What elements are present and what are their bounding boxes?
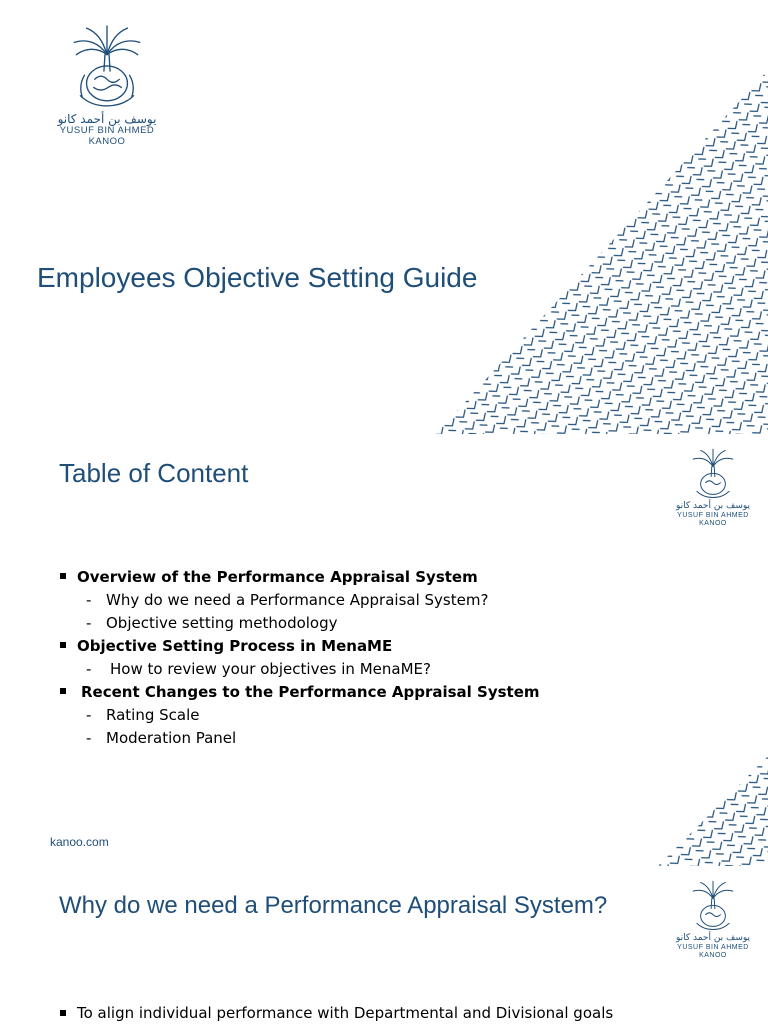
square-bullet-icon [60, 642, 66, 648]
cover-title: Employees Objective Setting Guide [37, 262, 478, 293]
toc-item-label: Objective setting methodology [106, 614, 338, 632]
toc-section-label: Recent Changes to the Performance Appraisal System [81, 683, 540, 701]
company-logo [664, 448, 762, 527]
square-bullet-icon [60, 688, 66, 694]
bullet-item [60, 1004, 613, 1022]
toc-item: - Moderation Panel [60, 727, 640, 750]
toc-list [60, 566, 640, 750]
palm-tree-emblem-icon [66, 24, 148, 110]
toc-section [60, 681, 640, 704]
square-bullet-icon [60, 1010, 66, 1016]
toc-section [60, 566, 640, 589]
brand-arabic-name: يوسف بن أحمد كانو [675, 501, 751, 511]
palm-tree-emblem-icon [688, 880, 738, 932]
brand-english-name: YUSUF BIN AHMED KANOO [677, 511, 749, 527]
content-slide [0, 866, 768, 1024]
toc-item-label: Why do we need a Performance Appraisal System? [106, 591, 489, 609]
toc-section-label: Objective Setting Process in MenaME [77, 637, 393, 655]
brand-arabic-name: يوسف بن أحمد كانو [675, 933, 751, 943]
cover-slide [0, 0, 768, 438]
footer-link[interactable]: kanoo.com [50, 835, 109, 849]
toc-section [60, 635, 640, 658]
palm-tree-emblem-icon [688, 448, 738, 500]
bullet-text: To align individual performance with Departmental and Divisional goals [77, 1004, 614, 1022]
slide-title: Why do we need a Performance Appraisal System? [59, 892, 608, 919]
toc-section-label: Overview of the Performance Appraisal System [77, 568, 478, 586]
company-logo [664, 880, 762, 959]
brand-arabic-name: يوسف بن أحمد كانو [57, 112, 157, 126]
chevron-pattern-decoration [656, 756, 768, 866]
toc-item: - Objective setting methodology [60, 612, 640, 635]
toc-slide [0, 438, 768, 866]
toc-item: - Why do we need a Performance Appraisal System? [60, 589, 640, 612]
square-bullet-icon [60, 573, 66, 579]
toc-title: Table of Content [59, 458, 249, 488]
toc-item-label: How to review your objectives in MenaME? [110, 660, 431, 678]
chevron-pattern-decoration [432, 70, 768, 434]
toc-item: - Rating Scale [60, 704, 640, 727]
toc-item-label: Moderation Panel [106, 729, 237, 747]
toc-item-label: Rating Scale [106, 706, 200, 724]
brand-english-name: YUSUF BIN AHMED KANOO [59, 125, 155, 147]
brand-english-name: YUSUF BIN AHMED KANOO [677, 943, 749, 959]
company-logo [48, 24, 166, 147]
toc-item: - How to review your objectives in MenaME? [60, 658, 640, 681]
